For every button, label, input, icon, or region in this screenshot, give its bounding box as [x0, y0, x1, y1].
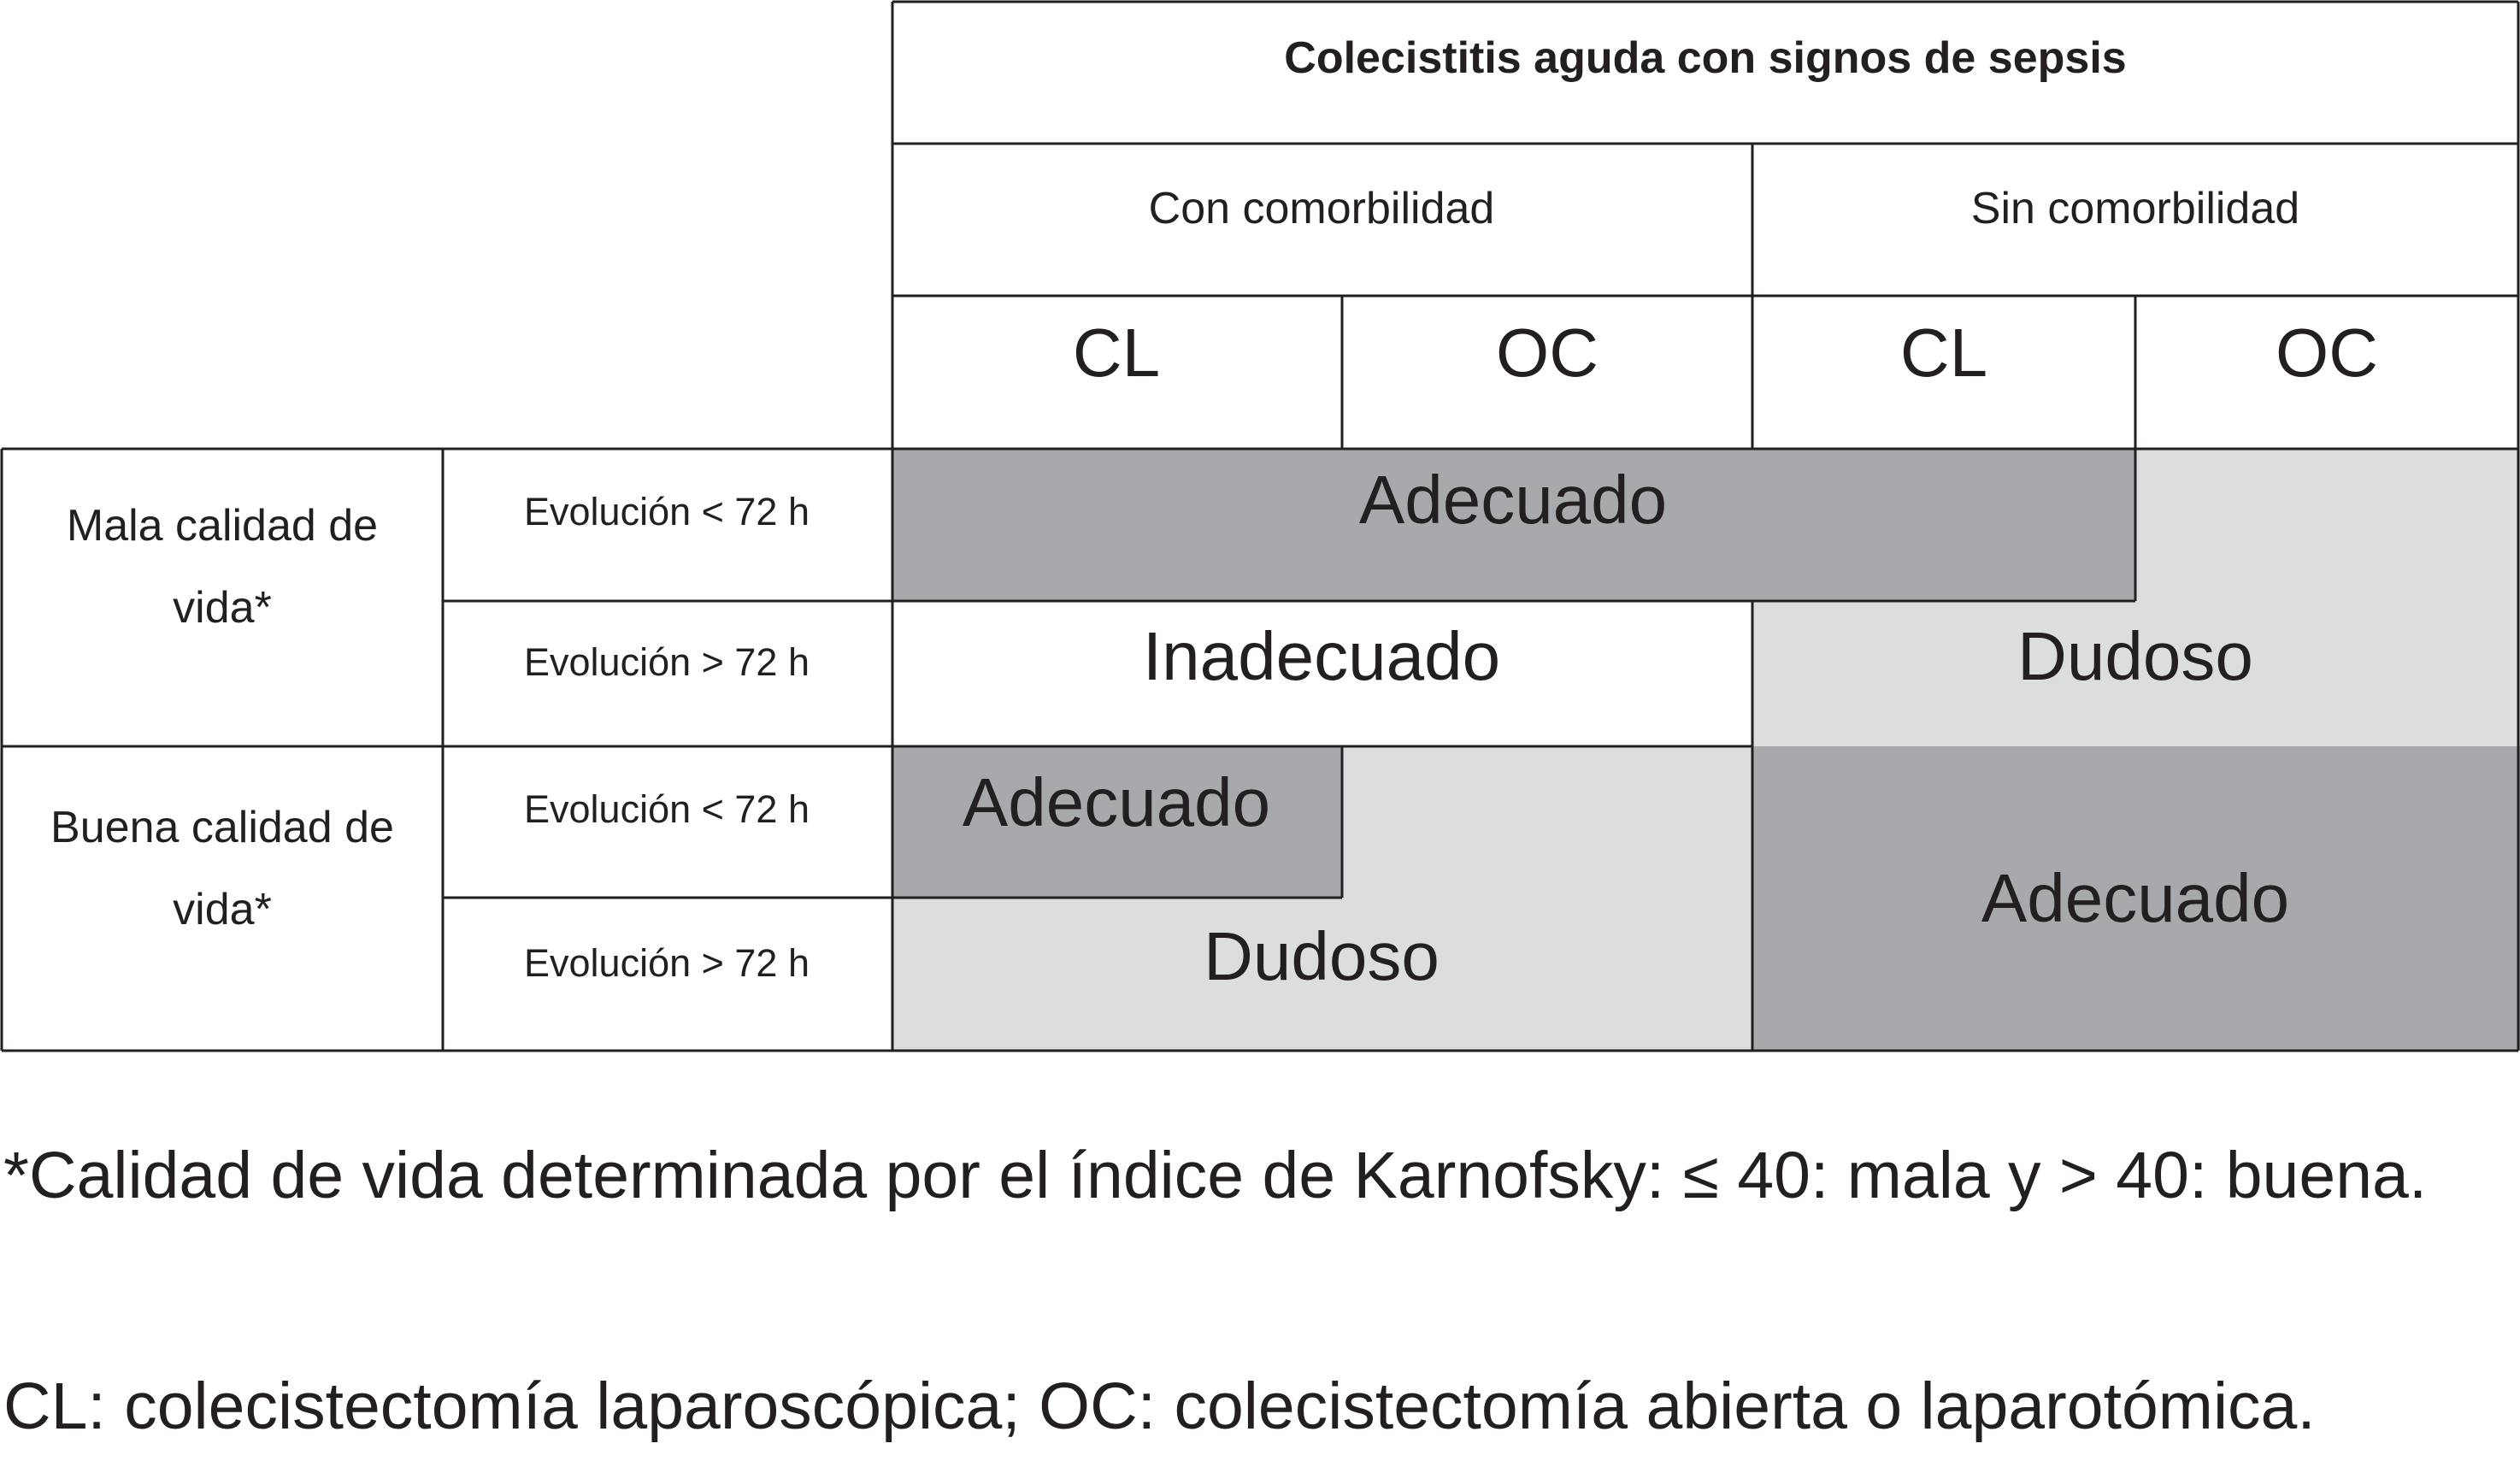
assessment-regions — [892, 449, 2520, 1051]
label-adecuado-mala: Adecuado — [1358, 462, 1668, 538]
row-evolucion-lt72-buena: Evolución < 72 h — [524, 787, 810, 831]
table-header — [1073, 33, 2378, 391]
row-group-mala-calidad: Mala calidad de vida* — [66, 501, 379, 633]
footnote-abbreviations: CL: colecistectomía laparoscópica; OC: colecistectomía abierta o laparotómica. — [3, 1370, 2316, 1443]
row-evolucion-gt72-mala: Evolución > 72 h — [524, 640, 810, 684]
row-group-buena-calidad: Buena calidad de vida* — [50, 803, 394, 934]
row-evolucion-gt72-buena: Evolución > 72 h — [524, 941, 810, 985]
footnote-quality-of-life: *Calidad de vida determinada por el índice de Karnofsky: ≤ 40: mala y > 40: buena. — [3, 1139, 2428, 1212]
label-dudoso-buena: Dudoso — [1204, 918, 1440, 994]
row-evolucion-lt72-mala: Evolución < 72 h — [524, 490, 810, 533]
header-sin-comorbilidad: Sin comorbilidad — [1970, 184, 2300, 233]
label-inadecuado-mala: Inadecuado — [1142, 618, 1501, 694]
table-title: Colecistitis aguda con signos de sepsis — [1284, 33, 2127, 83]
label-adecuado-sin-comorbilidad: Adecuado — [1981, 860, 2290, 936]
subheader-oc-con: OC — [1496, 315, 1599, 391]
subheader-cl-con: CL — [1072, 315, 1161, 391]
subheader-cl-sin: CL — [1899, 315, 1988, 391]
row-labels — [50, 490, 810, 985]
label-dudoso-mala: Dudoso — [2017, 618, 2253, 694]
subheader-oc-sin: OC — [2276, 315, 2378, 391]
label-adecuado-buena-cl: Adecuado — [962, 764, 1271, 840]
header-con-comorbilidad: Con comorbilidad — [1148, 184, 1495, 233]
